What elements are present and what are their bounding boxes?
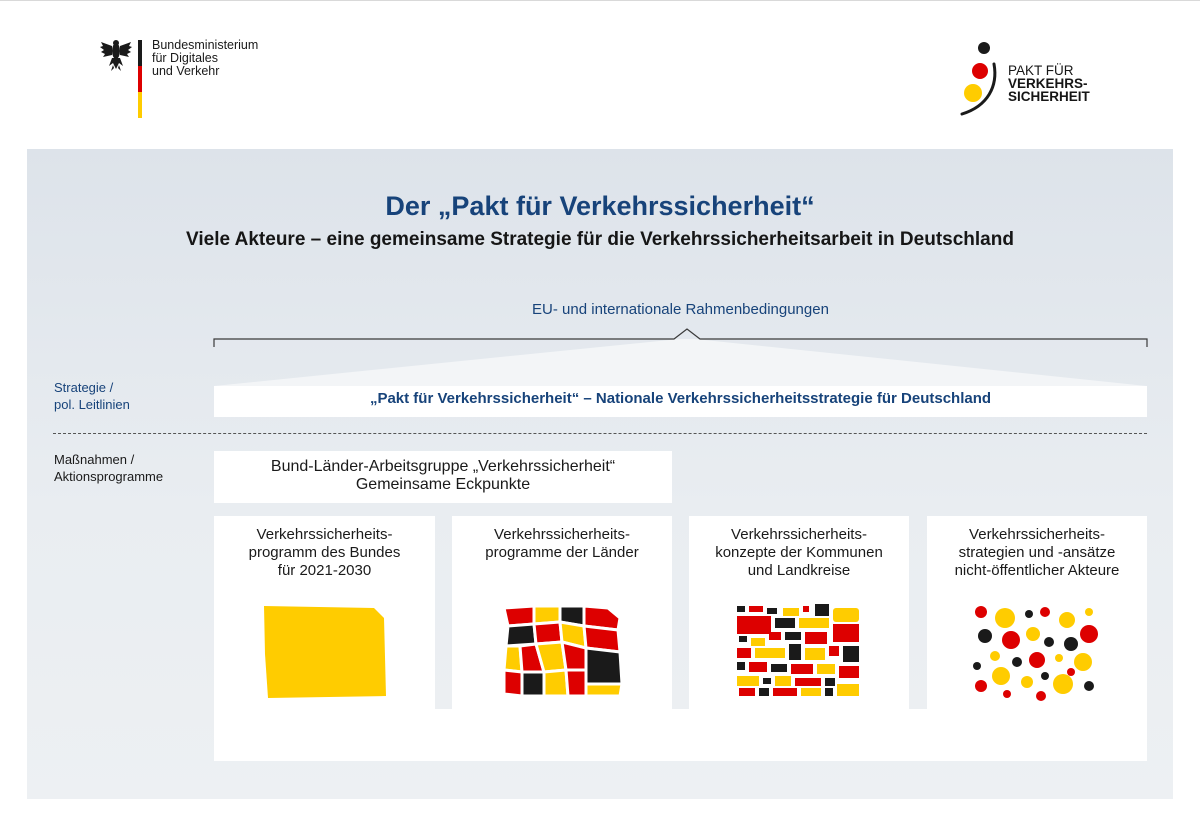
diagram-subtitle: Viele Akteure – eine gemeinsame Strategie für die Verkehrssicherheitsarbeit in Deutschland [186,229,1014,250]
card-states-line-1: Verkehrssicherheits- [494,526,630,543]
pakt-logo [958,40,1118,120]
diagram-title: Der „Pakt für Verkehrssicherheit“ [385,191,815,221]
pakt-dots-icon [958,40,1002,116]
strategy-text: „Pakt für Verkehrssicherheit“ – Nationale Verkehrssicherheitsstrategie für Deutschland [369,390,992,407]
card-states-line-2: programme der Länder [485,544,639,561]
card-federal [214,516,435,741]
ministry-line-2: für Digitales [152,51,218,65]
measures-side-line-2: Aktionsprogramme [54,469,164,484]
pakt-line-1: PAKT FÜR [1008,63,1074,78]
diagram-panel [27,149,1173,799]
card-federal-line-2: programm des Bundes [248,544,401,561]
working-group-line-2: Gemeinsame Eckpunkte [355,476,531,493]
card-actors-line-1: Verkehrssicherheits- [969,526,1105,543]
flag-red [138,66,142,92]
top-rule [0,0,1200,1]
section-divider [53,433,1147,434]
flag-bar [138,40,142,118]
flag-gold [138,92,142,118]
card-municipalities [689,516,909,738]
measures-side-label [54,451,163,485]
measures-side-line-1: Maßnahmen / [54,452,135,467]
working-group-line-1: Bund-Länder-Arbeitsgruppe „Verkehrssicherheit“ [270,458,616,475]
card-municipalities-line-1: Verkehrssicherheits- [731,526,867,543]
card-actors-line-3: nicht-öffentlicher Akteure [954,562,1120,579]
states-map-icon [500,604,624,698]
flag-black [138,40,142,66]
federal-area-icon [262,604,388,700]
framework-label: EU- und internationale Rahmenbedingungen [532,301,829,318]
card-states [452,516,672,716]
pakt-line-2: VERKEHRS- [1008,76,1088,91]
card-municipalities-line-3: und Landkreise [747,562,851,579]
strategy-side-label [54,379,130,413]
strategy-side-line-1: Strategie / [54,380,114,395]
working-group-box [214,451,672,503]
card-federal-line-3: für 2021-2030 [277,562,372,579]
strategy-side-line-2: pol. Leitlinien [54,397,130,412]
pakt-line-3: SICHERHEIT [1008,89,1090,104]
ministry-line-3: und Verkehr [152,64,220,78]
ministry-name [152,39,258,78]
ministry-logo [100,38,320,122]
ministry-line-1: Bundesministerium [152,38,259,52]
card-actors-line-2: strategien und -ansätze [958,544,1116,561]
federal-eagle-icon [100,38,132,72]
card-federal-line-1: Verkehrssicherheits- [256,526,393,543]
card-private-actors [927,516,1147,738]
card-municipalities-line-2: konzepte der Kommunen [715,544,883,561]
light-beam [214,339,1147,386]
municipalities-map-icon [735,604,863,698]
pakt-wordmark [1008,64,1090,103]
actors-dots-icon [971,604,1105,704]
